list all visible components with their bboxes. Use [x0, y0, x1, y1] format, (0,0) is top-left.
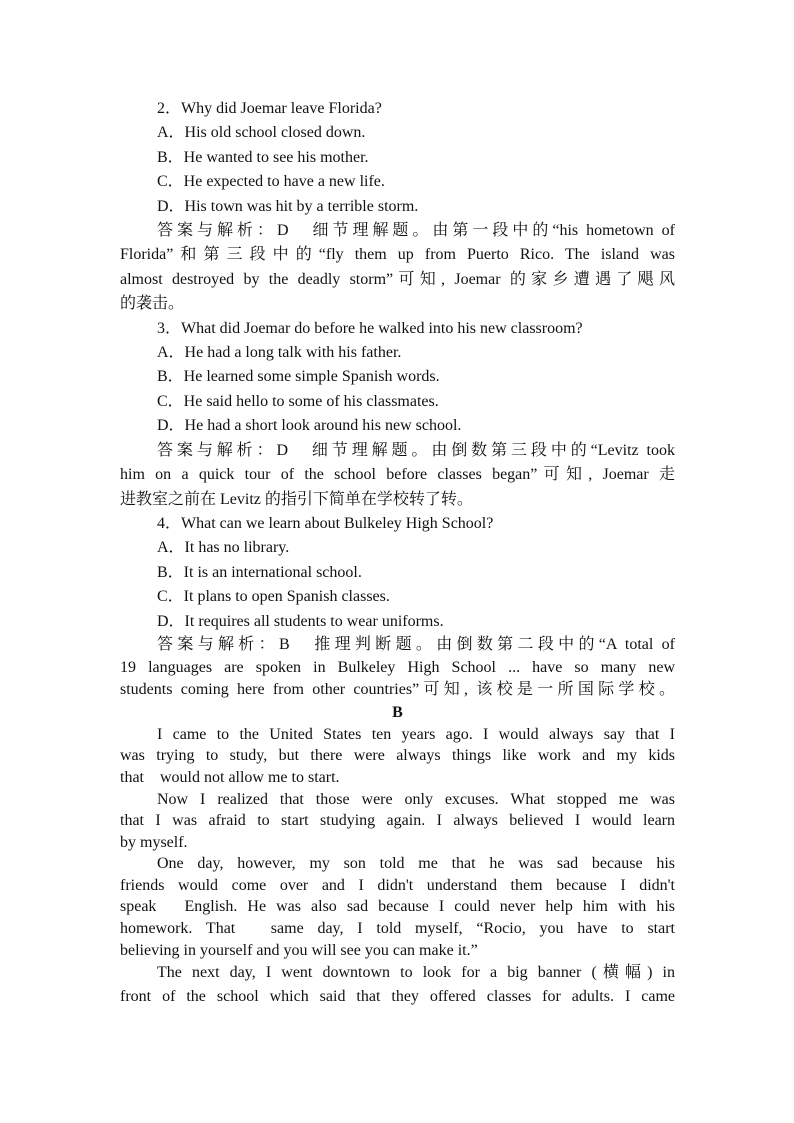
analysis-line: Florida”和第三段中的“fly them up from Puerto Rico. The island was — [120, 246, 675, 264]
question-4 — [120, 512, 675, 702]
option-a: A．His old school closed down. — [157, 124, 366, 142]
paragraph-2 — [120, 789, 675, 854]
paragraph-3 — [120, 853, 675, 961]
option-a: A．He had a long talk with his father. — [157, 344, 402, 362]
analysis-line: 的袭击。 — [120, 295, 185, 313]
passage-line: The next day, I went downtown to look for a big banner (横幅) in — [157, 964, 675, 982]
option-c: C．He expected to have a new life. — [157, 173, 385, 191]
passage-line: that I was afraid to start studying again. I always believed I would learn — [120, 812, 675, 830]
passage-line: One day, however, my son told me that he was sad because his — [157, 855, 675, 873]
option-b: B．He wanted to see his mother. — [157, 148, 369, 166]
option-c: C．It plans to open Spanish classes. — [157, 588, 390, 606]
passage-line: that would not allow me to start. — [120, 768, 340, 786]
option-a: A．It has no library. — [157, 539, 290, 557]
option-d: D．His town was hit by a terrible storm. — [157, 197, 419, 215]
analysis-line: students coming here from other countries”可知, 该校是一所国际学校。 — [120, 681, 675, 699]
option-b: B．He learned some simple Spanish words. — [157, 368, 440, 386]
question-2 — [120, 97, 675, 317]
section-heading: B — [392, 703, 403, 721]
passage-line: Now I realized that those were only excuses. What stopped me was — [157, 790, 675, 808]
section-b — [120, 702, 675, 1009]
passage-line: speak English. He was also sad because I could never help him with his — [120, 898, 675, 916]
analysis-line: 答案与解析：D 细节理解题。由第一段中的“his hometown of — [157, 222, 675, 240]
passage-line: I came to the United States ten years ago. I would always say that I — [157, 725, 675, 743]
question-stem: 3．What did Joemar do before he walked into his new classroom? — [157, 319, 583, 337]
option-d: D．He had a short look around his new school. — [157, 417, 462, 435]
answer-analysis — [120, 439, 675, 512]
passage-line: front of the school which said that they offered classes for adults. I came — [120, 987, 675, 1005]
passage-line: believing in yourself and you will see you can make it.” — [120, 941, 478, 959]
question-3 — [120, 317, 675, 512]
passage-line: homework. That same day, I told myself, “Rocio, you have to start — [120, 920, 675, 938]
paragraph-4 — [120, 961, 675, 1008]
document-page — [120, 97, 675, 1008]
passage-line: friends would come over and I didn't understand them because I didn't — [120, 876, 675, 894]
option-c: C．He said hello to some of his classmates. — [157, 392, 439, 410]
passage-line: was trying to study, but there were always things like work and my kids — [120, 747, 675, 765]
question-stem: 2．Why did Joemar leave Florida? — [157, 100, 382, 117]
analysis-line: almost destroyed by the deadly storm”可知, Joemar 的家乡遭遇了飓风 — [120, 270, 675, 288]
analysis-line: 答案与解析：D 细节理解题。由倒数第三段中的“Levitz took — [157, 441, 675, 459]
passage-line: by myself. — [120, 833, 188, 851]
analysis-line: 19 languages are spoken in Bulkeley High School ... have so many new — [120, 658, 675, 676]
answer-analysis — [120, 634, 675, 702]
analysis-line: 答案与解析：B 推理判断题。由倒数第二段中的“A total of — [157, 635, 675, 653]
analysis-line: 进教室之前在 Levitz 的指引下简单在学校转了转。 — [120, 490, 473, 508]
passage — [120, 724, 675, 1009]
paragraph-1 — [120, 724, 675, 789]
answer-analysis — [120, 219, 675, 317]
option-d: D．It requires all students to wear uniforms. — [157, 612, 444, 630]
question-stem: 4．What can we learn about Bulkeley High School? — [157, 514, 494, 532]
analysis-line: him on a quick tour of the school before classes began”可知, Joemar 走 — [120, 466, 675, 484]
option-b: B．It is an international school. — [157, 563, 362, 581]
